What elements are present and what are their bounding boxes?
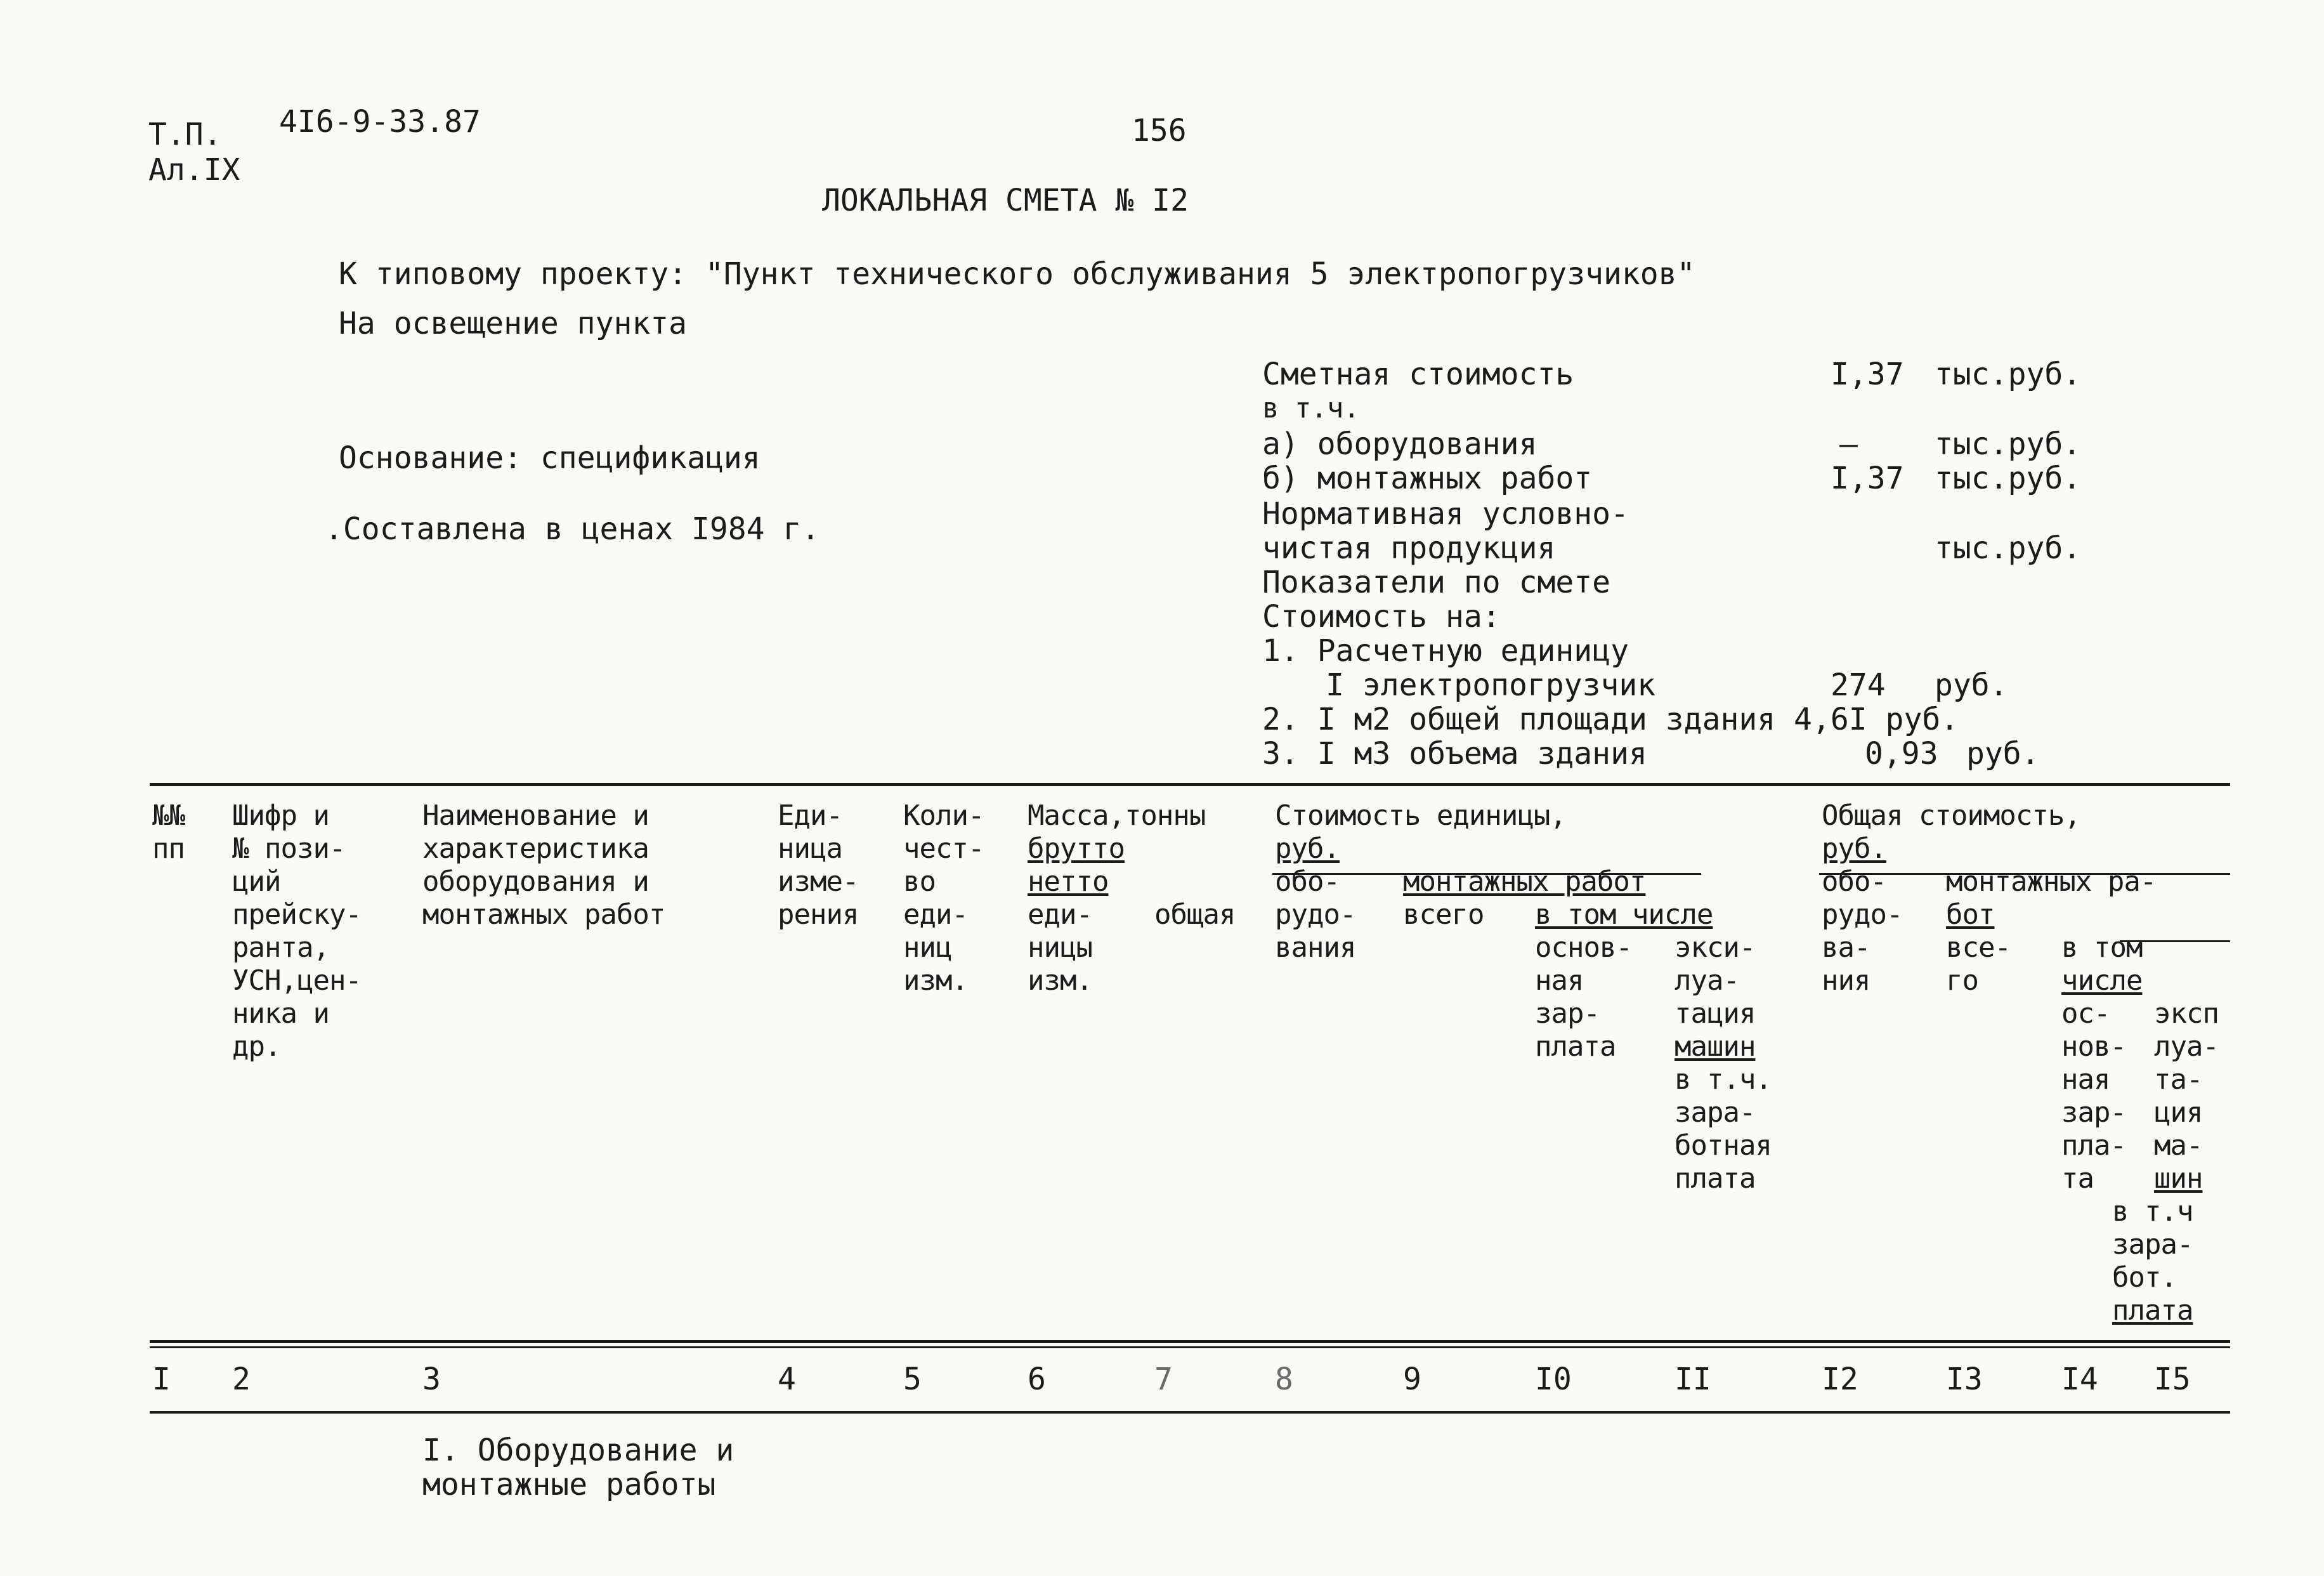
total-install-works-header-2: бот [1946, 898, 1995, 931]
col-qty-header-1: Коли- [903, 799, 984, 832]
col-total-equip-header-1: обо- [1822, 865, 1886, 898]
col-unit-machines-header-6: зара- [1674, 1096, 1756, 1129]
column-number: I0 [1535, 1362, 1572, 1397]
col-unit-header-4: рения [778, 898, 859, 931]
col-code-header-7: ника и [232, 997, 329, 1030]
column-number: 3 [422, 1362, 441, 1397]
col-unit-wage-header-2: ная [1535, 964, 1584, 997]
total-incl-header-2: числе [2061, 964, 2143, 997]
unit-cost-header: Стоимость единицы, [1275, 799, 1566, 832]
col-qty-header-3: во [903, 865, 936, 898]
column-number: 8 [1275, 1362, 1293, 1397]
table-header-double-rule [150, 1346, 2230, 1348]
normative-label-1: Нормативная условно- [1262, 496, 1629, 532]
column-number: 4 [778, 1362, 796, 1397]
total-install-works-header: монтажных ра- [1946, 865, 2157, 898]
col-name-header-3: оборудования и [422, 865, 649, 898]
page-number: 156 [1132, 113, 1187, 148]
volume-indicator-label: 3. I м3 объема здания [1262, 736, 1647, 772]
unit-incl-header: в том числе [1535, 898, 1713, 931]
col-unit-machines-header-1: экси- [1674, 931, 1756, 964]
prices-line: .Составлена в ценах I984 г. [325, 511, 820, 547]
col-qty-header-2: чест- [903, 832, 984, 865]
col-unit-header-2: ница [778, 832, 842, 865]
col-unit-equip-header-2: рудо- [1275, 898, 1356, 931]
equipment-unit: тыс.руб. [1935, 426, 2082, 462]
mass-header: Масса,тонны [1028, 799, 1206, 832]
col-unit-wage-header-1: основ- [1535, 931, 1632, 964]
column-number: 2 [232, 1362, 251, 1397]
unit-cost-currency: руб. [1275, 832, 1340, 865]
column-number: 6 [1028, 1362, 1046, 1397]
col-total-equip-header-4: ния [1822, 964, 1870, 997]
col-code-header-5: ранта, [232, 931, 329, 964]
col-unit-equip-header-1: обо- [1275, 865, 1340, 898]
calc-unit-label: 1. Расчетную единицу [1262, 633, 1629, 669]
album-label: Ал.IX [148, 152, 240, 188]
column-number: I5 [2154, 1362, 2191, 1397]
installation-value: I,37 [1831, 461, 1904, 496]
col-unit-machines-header-2: луа- [1674, 964, 1739, 997]
section-title-line-1: I. Оборудование и [422, 1433, 734, 1468]
col-total-machines-wage-2: зара- [2112, 1228, 2193, 1261]
col-unit-header-3: изме- [778, 865, 859, 898]
col-mass-total-header: общая [1154, 898, 1236, 931]
col-code-header-4: прейску- [232, 898, 362, 931]
doc-code-label: Т.П. [148, 117, 222, 152]
col-unit-machines-header-5: в т.ч. [1674, 1063, 1772, 1096]
unit-install-works-header: монтажных работ [1403, 865, 1646, 898]
calc-unit-value: 274 [1831, 667, 1886, 703]
col-total-wage-header-5: пла- [2061, 1129, 2126, 1162]
col-unit-wage-header-4: плата [1535, 1030, 1616, 1063]
equipment-value: – [1839, 426, 1858, 462]
col-code-header-8: др. [232, 1030, 281, 1063]
col-unit-wage-header-3: зар- [1535, 997, 1600, 1030]
calc-unit-item: I электропогрузчик [1326, 667, 1656, 703]
normative-label-2: чистая продукция [1262, 530, 1556, 566]
column-number: II [1674, 1362, 1711, 1397]
col-total-wage-header-6: та [2061, 1162, 2094, 1195]
col-code-header-2: № пози- [232, 832, 346, 865]
col-qty-header-6: изм. [903, 964, 968, 997]
col-total-machines-header-6: шин [2154, 1162, 2203, 1195]
col-total-install-header-2: го [1946, 964, 1978, 997]
installation-unit: тыс.руб. [1935, 461, 2082, 496]
column-number: I [152, 1362, 171, 1397]
col-name-header-2: характеристика [422, 832, 649, 865]
col-mass-unit-header-3: изм. [1028, 964, 1092, 997]
column-number: I4 [2061, 1362, 2098, 1397]
col-total-machines-header-3: та- [2154, 1063, 2203, 1096]
col-number-header-1: №№ [152, 799, 185, 832]
basis-line: Основание: спецификация [339, 440, 761, 476]
mass-brutto-header: брутто [1028, 832, 1125, 865]
col-name-header-4: монтажных работ [422, 898, 665, 931]
col-mass-unit-header-2: ницы [1028, 931, 1092, 964]
col-code-header-3: ций [232, 865, 281, 898]
calc-unit-rub: руб. [1935, 667, 2008, 703]
col-qty-header-5: ниц [903, 931, 952, 964]
table-header-bottom-rule [150, 1340, 2230, 1343]
col-name-header-1: Наименование и [422, 799, 649, 832]
col-code-header-6: УСН,цен- [232, 964, 362, 997]
col-unit-machines-header-4: машин [1674, 1030, 1756, 1063]
col-total-machines-wage-3: бот. [2112, 1261, 2177, 1294]
col-unit-machines-header-7: ботная [1674, 1129, 1772, 1162]
total-cost-currency: руб. [1822, 832, 1886, 865]
area-indicator: 2. I м2 общей площади здания 4,6I руб. [1262, 702, 1959, 737]
total-incl-header-1: в том [2061, 931, 2143, 964]
cost-for-label: Стоимость на: [1262, 599, 1501, 634]
doc-code-number: 4I6-9-33.87 [279, 104, 481, 140]
col-total-machines-header-2: луа- [2154, 1030, 2219, 1063]
col-total-machines-header-5: ма- [2154, 1129, 2203, 1162]
estimated-cost-unit: тыс.руб. [1935, 357, 2082, 392]
col-unit-equip-header-3: вания [1275, 931, 1356, 964]
normative-unit: тыс.руб. [1935, 530, 2082, 566]
column-numbers-rule [150, 1411, 2230, 1414]
estimated-cost-label: Сметная стоимость [1262, 357, 1574, 392]
indicators-label: Показатели по смете [1262, 565, 1611, 600]
volume-indicator-value: 0,93 [1865, 736, 1938, 772]
col-total-install-header-1: все- [1946, 931, 2011, 964]
column-number: 7 [1154, 1362, 1173, 1397]
project-subject: На освещение пункта [339, 306, 688, 341]
col-total-machines-wage-1: в т.ч [2112, 1195, 2193, 1228]
col-code-header-1: Шифр и [232, 799, 329, 832]
col-total-wage-header-2: нов- [2061, 1030, 2126, 1063]
table-top-rule [150, 783, 2230, 786]
col-qty-header-4: еди- [903, 898, 968, 931]
col-unit-machines-header-8: плата [1674, 1162, 1756, 1195]
volume-indicator-rub: руб. [1966, 736, 2040, 772]
col-total-wage-header-1: ос- [2061, 997, 2110, 1030]
column-number: I3 [1946, 1362, 1983, 1397]
col-unit-machines-header-3: тация [1674, 997, 1756, 1030]
mass-netto-header: нетто [1028, 865, 1109, 898]
section-title-line-2: монтажные работы [422, 1467, 716, 1502]
col-total-equip-header-3: ва- [1822, 931, 1870, 964]
col-total-equip-header-2: рудо- [1822, 898, 1903, 931]
total-cost-header: Общая стоимость, [1822, 799, 2080, 832]
col-unit-header-1: Еди- [778, 799, 842, 832]
col-number-header-2: пп [152, 832, 185, 865]
col-total-wage-header-3: ная [2061, 1063, 2110, 1096]
column-number: I2 [1822, 1362, 1858, 1397]
col-total-machines-header-4: ция [2154, 1096, 2203, 1129]
equipment-label: а) оборудования [1262, 426, 1537, 462]
column-number: 9 [1403, 1362, 1421, 1397]
including-label: в т.ч. [1262, 392, 1359, 424]
col-total-machines-wage-4: плата [2112, 1294, 2193, 1327]
col-total-machines-header-1: эксп [2154, 997, 2219, 1030]
estimated-cost-value: I,37 [1831, 357, 1904, 392]
page-title: ЛОКАЛЬНАЯ СМЕТА № I2 [822, 183, 1189, 218]
project-line: К типовому проекту: "Пункт технического обслуживания 5 электропогрузчиков" [339, 256, 1695, 292]
col-total-wage-header-4: зар- [2061, 1096, 2126, 1129]
installation-label: б) монтажных работ [1262, 461, 1593, 496]
col-unit-install-total-header: всего [1403, 898, 1484, 931]
column-number: 5 [903, 1362, 922, 1397]
col-mass-unit-header-1: еди- [1028, 898, 1092, 931]
